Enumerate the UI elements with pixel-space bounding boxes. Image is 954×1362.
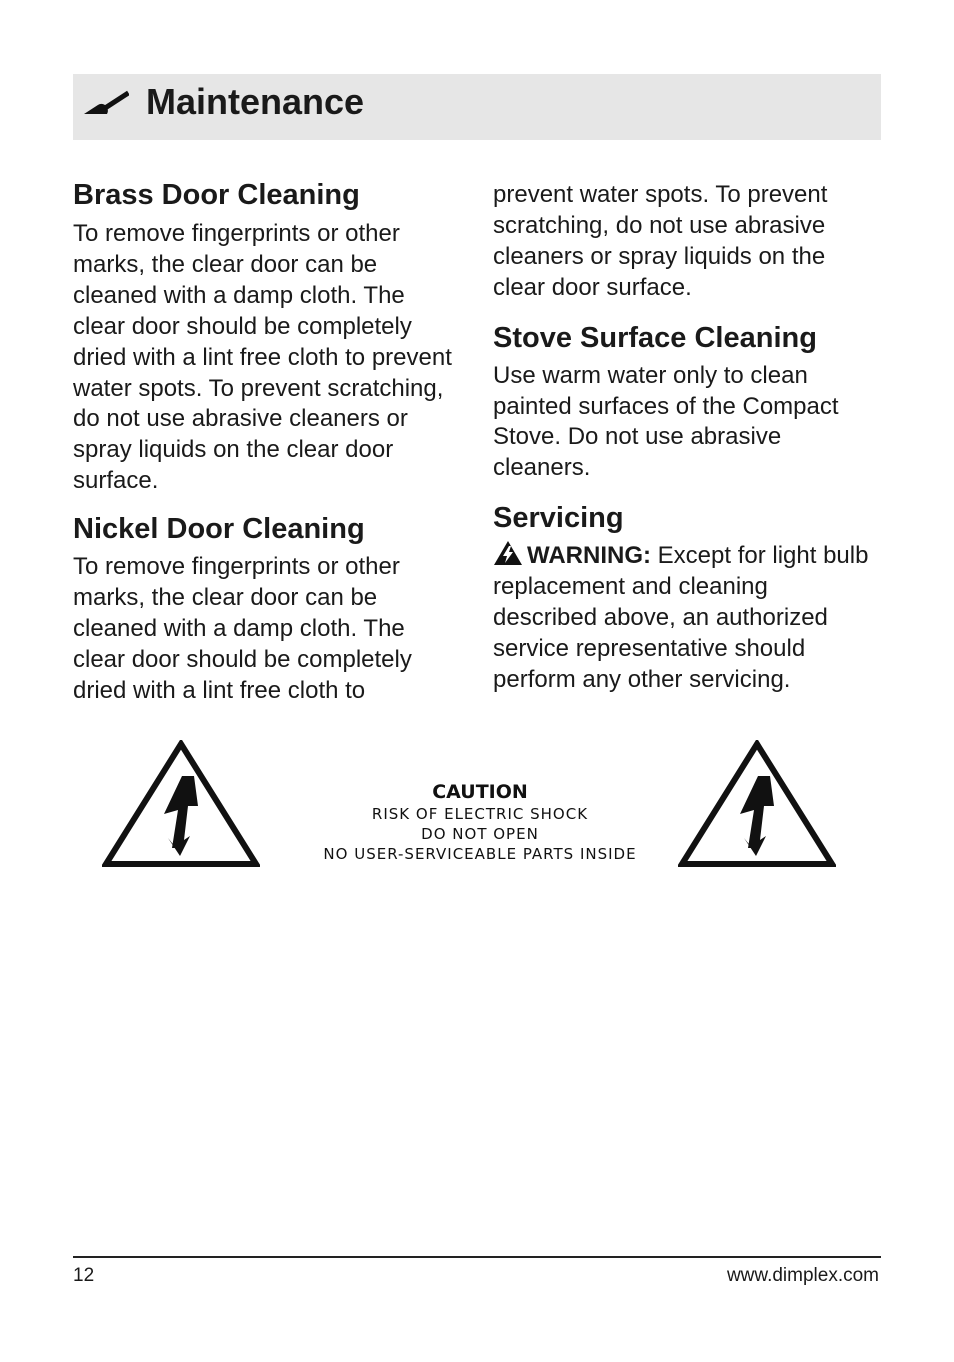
caution-line-2: DO NOT OPEN — [421, 825, 539, 843]
website-url: www.dimplex.com — [726, 1265, 879, 1286]
page-number: 12 — [73, 1265, 95, 1286]
caution-line-3: NO USER-SERVICEABLE PARTS INSIDE — [323, 845, 637, 863]
caution-title: CAUTION — [432, 781, 528, 803]
right-column — [493, 180, 878, 696]
nickel-body-continued: prevent water spots. To prevent scratching, do not use abrasive cleaners or spray liquids on the clear door surface. — [493, 181, 828, 301]
caution-line-1: RISK OF ELECTRIC SHOCK — [371, 805, 589, 823]
servicing-heading: Servicing — [493, 502, 624, 535]
electric-hazard-icon — [678, 740, 836, 868]
stove-heading: Stove Surface Cleaning — [493, 321, 817, 354]
screwdriver-icon — [73, 74, 129, 114]
electric-hazard-icon — [102, 740, 260, 868]
caution-label — [100, 740, 840, 870]
page-title: Maintenance — [146, 81, 365, 122]
footer-divider — [73, 1256, 881, 1258]
warning-label: WARNING: — [527, 542, 651, 570]
stove-body: Use warm water only to clean painted surfaces of the Compact Stove. Do not use abrasive cleaners. — [493, 361, 839, 482]
nickel-body: To remove fingerprints or other marks, the clear door can be cleaned with a damp cloth. The clear door should be completely dried with a lint free cloth to — [73, 553, 412, 704]
servicing-body — [493, 540, 878, 696]
brass-body: To remove fingerprints or other marks, the clear door can be cleaned with a damp cloth. The clear door should be completely dried with a lint free cloth to prevent water spots. To prevent scratching, do not use abrasive cleaners or spray liquids on the clear door surface. — [73, 220, 452, 495]
brass-heading: Brass Door Cleaning — [73, 179, 360, 211]
left-column — [73, 177, 453, 707]
nickel-heading: Nickel Door Cleaning — [73, 513, 365, 546]
warning-triangle-icon — [493, 540, 523, 566]
warning-text: Except for light bulb replacement and cleaning described above, an authorized service representative should perform any other servicing. — [493, 542, 869, 693]
section-header — [73, 74, 881, 140]
caution-text — [290, 780, 670, 864]
